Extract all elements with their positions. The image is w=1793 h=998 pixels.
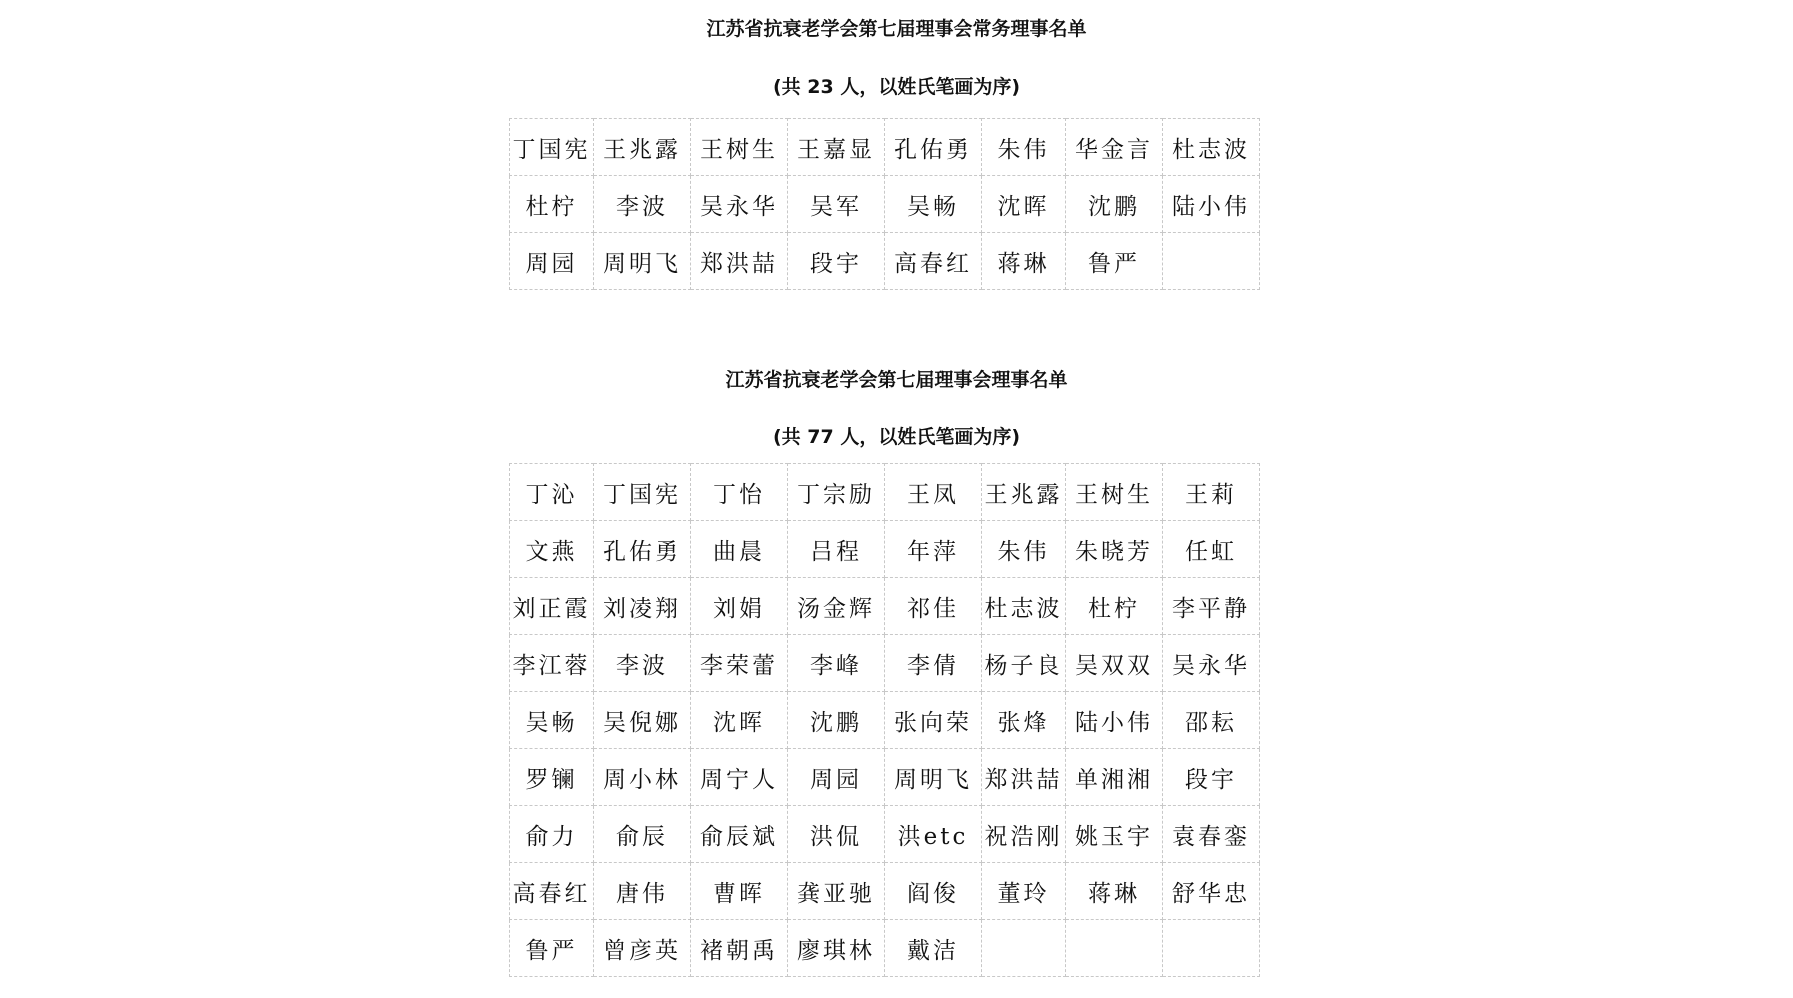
- name-cell: 王兆露: [982, 464, 1066, 521]
- name-cell: 王凤: [885, 464, 982, 521]
- name-cell: 文燕: [510, 521, 594, 578]
- name-cell: 洪侃: [788, 806, 885, 863]
- standing-council-subtitle: (共 23 人，以姓氏笔画为序): [772, 76, 1021, 98]
- name-cell: 王树生: [1066, 464, 1163, 521]
- name-cell: 曲晨: [691, 521, 788, 578]
- name-cell: 周园: [510, 233, 594, 290]
- name-cell: 杜柠: [510, 176, 594, 233]
- name-cell: 祝浩刚: [982, 806, 1066, 863]
- name-cell: 祁佳: [885, 578, 982, 635]
- name-cell: 龚亚驰: [788, 863, 885, 920]
- empty-cell: [1163, 920, 1260, 977]
- name-cell: 吴永华: [691, 176, 788, 233]
- name-cell: 廖琪林: [788, 920, 885, 977]
- name-cell: 吴军: [788, 176, 885, 233]
- name-cell: 任虹: [1163, 521, 1260, 578]
- name-cell: 陆小伟: [1066, 692, 1163, 749]
- table-row: [510, 176, 1260, 233]
- name-cell: 周宁人: [691, 749, 788, 806]
- name-cell: 单湘湘: [1066, 749, 1163, 806]
- name-cell: 周小林: [594, 749, 691, 806]
- name-cell: 俞力: [510, 806, 594, 863]
- name-cell: 吴永华: [1163, 635, 1260, 692]
- name-cell: 朱伟: [982, 119, 1066, 176]
- name-cell: 蒋琳: [982, 233, 1066, 290]
- name-cell: 罗镧: [510, 749, 594, 806]
- name-cell: 吴畅: [885, 176, 982, 233]
- empty-cell: [982, 920, 1066, 977]
- table-row: [510, 749, 1260, 806]
- name-cell: 孔佑勇: [594, 521, 691, 578]
- name-cell: 唐伟: [594, 863, 691, 920]
- name-cell: 李波: [594, 176, 691, 233]
- name-cell: 李江蓉: [510, 635, 594, 692]
- name-cell: 王树生: [691, 119, 788, 176]
- name-cell: 丁国宪: [510, 119, 594, 176]
- name-cell: 朱晓芳: [1066, 521, 1163, 578]
- empty-cell: [1066, 920, 1163, 977]
- table-row: [510, 806, 1260, 863]
- name-cell: 俞辰斌: [691, 806, 788, 863]
- name-cell: 姚玉宇: [1066, 806, 1163, 863]
- name-cell: 李倩: [885, 635, 982, 692]
- name-cell: 褚朝禹: [691, 920, 788, 977]
- name-cell: 王莉: [1163, 464, 1260, 521]
- name-cell: 董玲: [982, 863, 1066, 920]
- name-cell: 王兆露: [594, 119, 691, 176]
- name-cell: 沈鹏: [1066, 176, 1163, 233]
- name-cell: 段宇: [1163, 749, 1260, 806]
- name-cell: 戴洁: [885, 920, 982, 977]
- table-row: [510, 464, 1260, 521]
- name-cell: 袁春銮: [1163, 806, 1260, 863]
- table-row: [510, 920, 1260, 977]
- name-cell: 吴倪娜: [594, 692, 691, 749]
- table-row: [510, 692, 1260, 749]
- name-cell: 吕程: [788, 521, 885, 578]
- name-cell: 周明飞: [594, 233, 691, 290]
- standing-council-title: 江苏省抗衰老学会第七届理事会常务理事名单: [706, 18, 1087, 40]
- name-cell: 俞辰: [594, 806, 691, 863]
- name-cell: 周园: [788, 749, 885, 806]
- name-cell: 高春红: [510, 863, 594, 920]
- name-cell: 高春红: [885, 233, 982, 290]
- name-cell: 张向荣: [885, 692, 982, 749]
- table-row: [510, 635, 1260, 692]
- name-cell: 李峰: [788, 635, 885, 692]
- name-cell: 杜志波: [1163, 119, 1260, 176]
- name-cell: 吴双双: [1066, 635, 1163, 692]
- name-cell: 郑洪喆: [691, 233, 788, 290]
- standing-council-table: [509, 118, 1260, 290]
- name-cell: 汤金辉: [788, 578, 885, 635]
- name-cell: 李平静: [1163, 578, 1260, 635]
- table-row: [510, 578, 1260, 635]
- name-cell: 朱伟: [982, 521, 1066, 578]
- name-cell: 阎俊: [885, 863, 982, 920]
- name-cell: 丁国宪: [594, 464, 691, 521]
- name-cell: 张烽: [982, 692, 1066, 749]
- name-cell: 杜柠: [1066, 578, 1163, 635]
- name-cell: 丁沁: [510, 464, 594, 521]
- name-cell: 段宇: [788, 233, 885, 290]
- name-cell: 孔佑勇: [885, 119, 982, 176]
- name-cell: 刘娟: [691, 578, 788, 635]
- table-row: [510, 863, 1260, 920]
- table-row: [510, 233, 1260, 290]
- name-cell: 杜志波: [982, 578, 1066, 635]
- table-row: [510, 521, 1260, 578]
- name-cell: 杨子良: [982, 635, 1066, 692]
- name-cell: 刘正霞: [510, 578, 594, 635]
- name-cell: 丁怡: [691, 464, 788, 521]
- name-cell: 刘凌翔: [594, 578, 691, 635]
- council-table: [509, 463, 1260, 977]
- name-cell: 沈晖: [691, 692, 788, 749]
- name-cell: 沈晖: [982, 176, 1066, 233]
- name-cell: 洪etc: [885, 806, 982, 863]
- name-cell: 李波: [594, 635, 691, 692]
- empty-cell: [1163, 233, 1260, 290]
- name-cell: 邵耘: [1163, 692, 1260, 749]
- council-title: 江苏省抗衰老学会第七届理事会理事名单: [725, 369, 1068, 391]
- name-cell: 陆小伟: [1163, 176, 1260, 233]
- name-cell: 曹晖: [691, 863, 788, 920]
- council-subtitle: (共 77 人，以姓氏笔画为序): [772, 426, 1021, 448]
- name-cell: 舒华忠: [1163, 863, 1260, 920]
- name-cell: 郑洪喆: [982, 749, 1066, 806]
- name-cell: 鲁严: [1066, 233, 1163, 290]
- name-cell: 鲁严: [510, 920, 594, 977]
- name-cell: 年萍: [885, 521, 982, 578]
- name-cell: 吴畅: [510, 692, 594, 749]
- name-cell: 华金言: [1066, 119, 1163, 176]
- name-cell: 沈鹏: [788, 692, 885, 749]
- table-row: [510, 119, 1260, 176]
- name-cell: 李荣蕾: [691, 635, 788, 692]
- name-cell: 周明飞: [885, 749, 982, 806]
- name-cell: 蒋琳: [1066, 863, 1163, 920]
- name-cell: 曾彦英: [594, 920, 691, 977]
- name-cell: 王嘉显: [788, 119, 885, 176]
- name-cell: 丁宗励: [788, 464, 885, 521]
